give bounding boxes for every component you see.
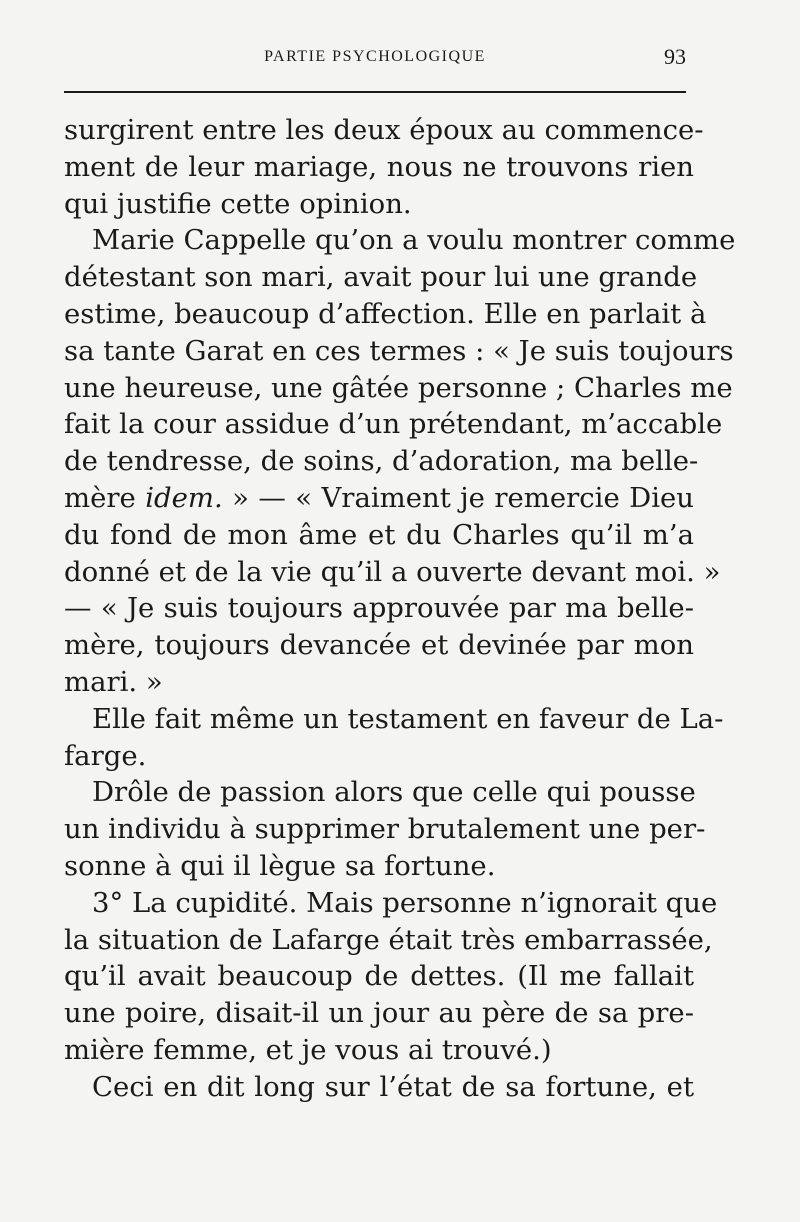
text-line: ment de leur mariage, nous ne trouvons rien bbox=[64, 150, 694, 183]
text-line: qui justifie cette opinion. bbox=[64, 187, 412, 220]
page-header bbox=[64, 44, 686, 74]
text-line: un individu à supprimer brutalement une per- bbox=[64, 813, 706, 846]
text-line: une heureuse, une gâtée personne ; Charles me bbox=[64, 371, 733, 404]
text-line: Drôle de passion alors que celle qui pousse bbox=[92, 776, 696, 809]
text-line: sonne à qui il lègue sa fortune. bbox=[64, 849, 496, 882]
text-line: une poire, disait-il un jour au père de sa pre- bbox=[64, 997, 694, 1030]
text-line: 3° La cupidité. Mais personne n’ignorait que bbox=[92, 886, 718, 919]
text-line: mière femme, et je vous ai trouvé.) bbox=[64, 1033, 552, 1066]
italic-word: idem. bbox=[145, 481, 223, 514]
text-line: mari. » bbox=[64, 665, 163, 698]
text-line: — « Je suis toujours approuvée par ma belle- bbox=[64, 592, 694, 625]
text-line: Ceci en dit long sur l’état de sa fortune, et bbox=[92, 1070, 694, 1103]
text-segment: » — « Vraiment je remercie Dieu bbox=[232, 481, 694, 514]
page-number: 93 bbox=[664, 44, 686, 69]
text-line: farge. bbox=[64, 739, 147, 772]
header-rule bbox=[64, 91, 686, 93]
text-line: sa tante Garat en ces termes : « Je suis toujours bbox=[64, 334, 734, 367]
text-line-mixed bbox=[64, 480, 694, 517]
text-line: estime, beaucoup d’affection. Elle en parlait à bbox=[64, 297, 707, 330]
text-line: Marie Cappelle qu’on a voulu montrer comme bbox=[92, 224, 736, 257]
text-line: détestant son mari, avait pour lui une grande bbox=[64, 261, 698, 294]
text-line: Elle fait même un testament en faveur de La- bbox=[92, 702, 724, 735]
running-title: PARTIE PSYCHOLOGIQUE bbox=[264, 48, 486, 65]
text-line: la situation de Lafarge était très embarrassée, bbox=[64, 923, 713, 956]
text-line: fait la cour assidue d’un prétendant, m’accable bbox=[64, 408, 723, 441]
text-line: de tendresse, de soins, d’adoration, ma belle- bbox=[64, 445, 699, 478]
body-text bbox=[64, 112, 736, 1106]
text-line: mère, toujours devancée et devinée par mon bbox=[64, 629, 694, 662]
text-line: qu’il avait beaucoup de dettes. (Il me fallait bbox=[64, 960, 694, 993]
text-segment: mère bbox=[64, 481, 136, 514]
text-line: du fond de mon âme et du Charles qu’il m’a bbox=[64, 518, 694, 551]
text-line: surgirent entre les deux époux au commence- bbox=[64, 114, 704, 146]
text-line: donné et de la vie qu’il a ouverte devant moi. » bbox=[64, 555, 721, 588]
